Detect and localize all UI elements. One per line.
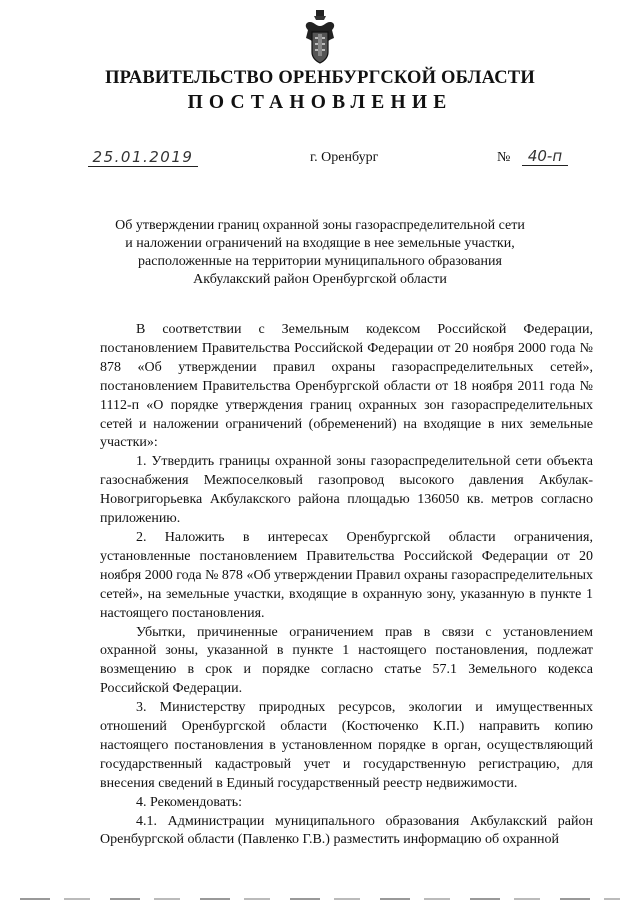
- body-paragraph: 4. Рекомендовать:: [136, 794, 242, 810]
- number-sign: №: [497, 150, 511, 165]
- body-paragraph: 2. Наложить в интересах Оренбургской области ограничения, установленные постановлением Правительства Российской Федерации от 20 ноября 2000 года № 878 «Об утверждении Правил охраны газораспределительных сетей», на земельные участки, входящие в охранную зону, указанную в пункте 1 настоящего постановления.: [100, 529, 593, 621]
- subject-line: Об утверждении границ охранной зоны газораспределительной сети: [115, 218, 525, 233]
- coat-of-arms-icon: [302, 8, 338, 66]
- government-title: ПРАВИТЕЛЬСТВО ОРЕНБУРГСКОЙ ОБЛАСТИ: [105, 68, 535, 88]
- body-paragraph: Убытки, причиненные ограничением прав в связи с установлением охранной зоны, указанной в пункте 1 настоящего постановления, подлежат возмещению в срок и порядке согласно статье 57.1 Земельного кодекса Российской Федерации.: [100, 624, 593, 697]
- document-body: [100, 321, 593, 850]
- subject-line: Акбулакский район Оренбургской области: [193, 272, 447, 287]
- document-number: 40-п: [522, 147, 568, 166]
- document-date: 25.01.2019: [88, 148, 198, 167]
- body-paragraph: 3. Министерству природных ресурсов, экологии и имущественных отношений Оренбургской области (Костюченко К.П.) направить копию настоящего постановления в установленном порядке в орган, осуществляющий государственный кадастровый учет и государственную регистрацию, для внесения сведений в Единый государственный реестр недвижимости.: [100, 700, 593, 791]
- body-paragraph: 1. Утвердить границы охранной зоны газораспределительной сети объекта газоснабжения Межпоселковый газопровод высокого давления Акбулак-Новогригорьевка Акбулакского района площадью 136050 кв. метров согласно приложению.: [100, 454, 593, 527]
- document-subject: [0, 217, 640, 289]
- document-type: ПОСТАНОВЛЕНИЕ: [187, 92, 453, 113]
- subject-line: расположенные на территории муниципального образования: [138, 254, 502, 269]
- body-paragraph: В соответствии с Земельным кодексом Российской Федерации, постановлением Правительства Российской Федерации от 20 ноября 2000 года № 878 «Об утверждении правил охраны газораспределительных сетей», постановлением Правительства Оренбургской области от 18 ноября 2011 года № 1112-п «О порядке утверждения границ охранных зон газораспределительных сетей и наложении ограничений (обременений) на входящие в них земельные участки»:: [100, 322, 593, 451]
- document-city: г. Оренбург: [310, 150, 379, 165]
- scan-edge-artifact: [20, 898, 620, 900]
- body-paragraph: 4.1. Администрации муниципального образования Акбулакский район Оренбургской области (Павленко Г.В.) разместить информацию об охранной: [100, 813, 593, 848]
- subject-line: и наложении ограничений на входящие в нее земельные участки,: [125, 236, 515, 251]
